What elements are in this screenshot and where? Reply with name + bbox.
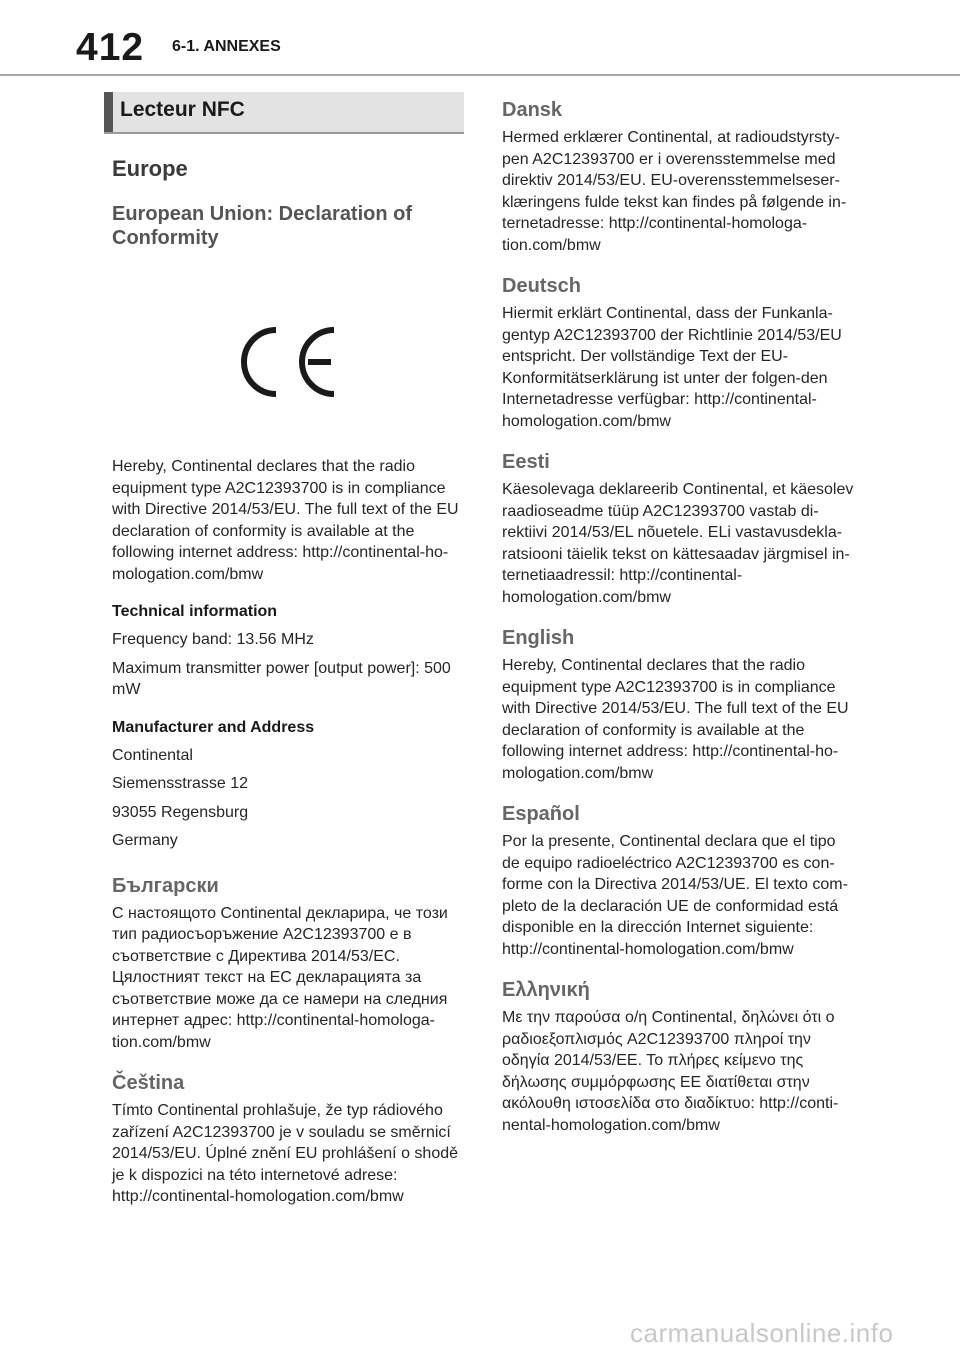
page-header	[0, 0, 960, 78]
language-text-estonian: Käesolevaga deklareerib Continental, et käesolev raadioseadme tüüp A2C12393700 vastab di-rektiivi 2014/53/EL nõuetele. ELi vastavusdekla-ratsiooni täielik tekst on kättesaadav järgmisel in-ternetiaadressil: http://continental-homologation.com/bmw	[502, 481, 854, 606]
address-line: 93055 Regensburg	[112, 803, 249, 821]
language-heading-spanish: Español	[502, 803, 580, 825]
ce-mark-icon	[236, 326, 340, 398]
language-text-german: Hiermit erklärt Continental, dass der Funkanla-gentyp A2C12393700 der Richtlinie 2014/53/EU entspricht. Der vollständige Text der EU-Konformitätserklärung ist unter der folgen-den Internetadresse verfügbar: http://continental-homologation.com/bmw	[502, 305, 842, 430]
language-text-czech: Tímto Continental prohlašuje, že typ rádiového zařízení A2C12393700 je v souladu se směrnicí 2014/53/EU. Úplné znění EU prohlášení o shodě je k dispozici na této internetové adrese: http://continental-homologation.com/bmw	[112, 1102, 459, 1205]
language-text-spanish: Por la presente, Continental declara que el tipo de equipo radioeléctrico A2C12393700 es con-forme con la Directiva 2014/53/UE. El texto com-pleto de la declaración UE de conformidad está disponible en la dirección Internet siguiente: http://continental-homologation.com/bmw	[502, 833, 848, 958]
eu-declaration-heading: European Union: Declaration of Conformity	[112, 203, 413, 249]
frequency-band: Frequency band: 13.56 MHz	[112, 631, 314, 648]
language-text-danish: Hermed erklærer Continental, at radioudstyrsty-pen A2C12393700 er i overensstemmelse med direktiv 2014/53/EU. EU-overensstemmelseser-klæringens fulde tekst kan findes på følgende in-ternetadresse: http://continental-homologa-tion.com/bmw	[502, 129, 847, 254]
address-line: Germany	[112, 832, 178, 849]
language-heading-greek: Ελληνική	[502, 979, 590, 1001]
page-number: 412	[76, 26, 145, 69]
language-text-english: Hereby, Continental declares that the radio equipment type A2C12393700 is in compliance with Directive 2014/53/EU. The full text of the EU declaration of conformity is available at the following internet address: http://continental-ho-mologation.com/bmw	[502, 657, 849, 782]
declaration-text: Hereby, Continental declares that the radio equipment type A2C12393700 is in compliance with Directive 2014/53/EU. The full text of the EU declaration of conformity is available at the following internet address: http://continental-ho-mologation.com/bmw	[112, 458, 459, 583]
language-heading-bulgarian: Български	[112, 874, 219, 897]
language-text-bulgarian: С настоящото Continental декларира, че този тип радиосъоръжение A2C12393700 е в съответствие с Директива 2014/53/ЕС. Цялостният текст на ЕС декларацията за съответствие може да се намери на следния интернет адрес: http://continental-homologa-tion.com/bmw	[112, 904, 448, 1051]
address-line: Siemensstrasse 12	[112, 775, 249, 792]
section-title-box	[104, 92, 464, 134]
left-column	[112, 92, 464, 1208]
header-divider	[0, 74, 960, 76]
section-title: Lecteur NFC	[120, 98, 245, 121]
watermark: carmanualsonline.info	[630, 1318, 894, 1348]
chapter-title: 6-1. ANNEXES	[172, 38, 281, 55]
section-accent-bar	[104, 92, 113, 132]
language-heading-estonian: Eesti	[502, 451, 550, 473]
language-heading-german: Deutsch	[502, 275, 581, 297]
language-heading-danish: Dansk	[502, 99, 563, 121]
manufacturer-heading: Manufacturer and Address	[112, 718, 315, 736]
language-text-greek: Με την παρούσα ο/η Continental, δηλώνει ότι ο ραδιοεξοπλισμός A2C12393700 πληροί την οδηγία 2014/53/ΕΕ. Το πλήρες κείμενο της δήλωσης συμμόρφωσης ΕΕ διατίθεται στην ακόλουθη ιστοσελίδα στο διαδίκτυο: http://conti-nental-homologation.com/bmw	[502, 1009, 839, 1134]
region-heading: Europe	[112, 156, 188, 181]
technical-info-heading: Technical information	[112, 603, 278, 620]
transmitter-power: Maximum transmitter power [output power]: 500 mW	[112, 659, 451, 698]
address-line: Continental	[112, 746, 193, 764]
language-heading-czech: Čeština	[112, 1072, 185, 1094]
language-heading-english: English	[502, 627, 575, 649]
right-column	[502, 98, 854, 1136]
